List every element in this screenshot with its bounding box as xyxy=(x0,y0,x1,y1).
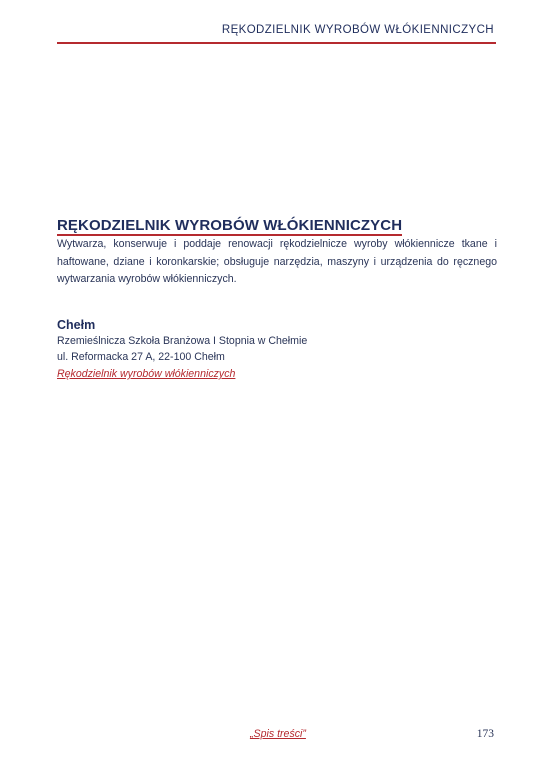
running-header-title: RĘKODZIELNIK WYROBÓW WŁÓKIENNICZYCH xyxy=(221,24,494,36)
header-divider xyxy=(57,42,496,44)
school-address: ul. Reformacka 27 A, 22-100 Chełm xyxy=(57,351,225,363)
city-heading: Chełm xyxy=(57,318,96,332)
table-of-contents-link[interactable]: „Spis treści” xyxy=(250,728,306,740)
profession-link[interactable]: Rękodzielnik wyrobów włókienniczych xyxy=(57,368,236,380)
school-name: Rzemieślnicza Szkoła Branżowa I Stopnia w Chełmie xyxy=(57,335,308,347)
section-description: Wytwarza, konserwuje i poddaje renowacji rękodzielnicze wyroby włókiennicze tkane i haftowane, dziane i koronkarskie; obsługuje narzędzia, maszyny i urządzenia do ręcznego wytwarzania wyrobów włókienniczych. xyxy=(57,238,497,285)
section-title: RĘKODZIELNIK WYROBÓW WŁÓKIENNICZYCH xyxy=(57,217,403,234)
page-number: 173 xyxy=(476,728,494,740)
